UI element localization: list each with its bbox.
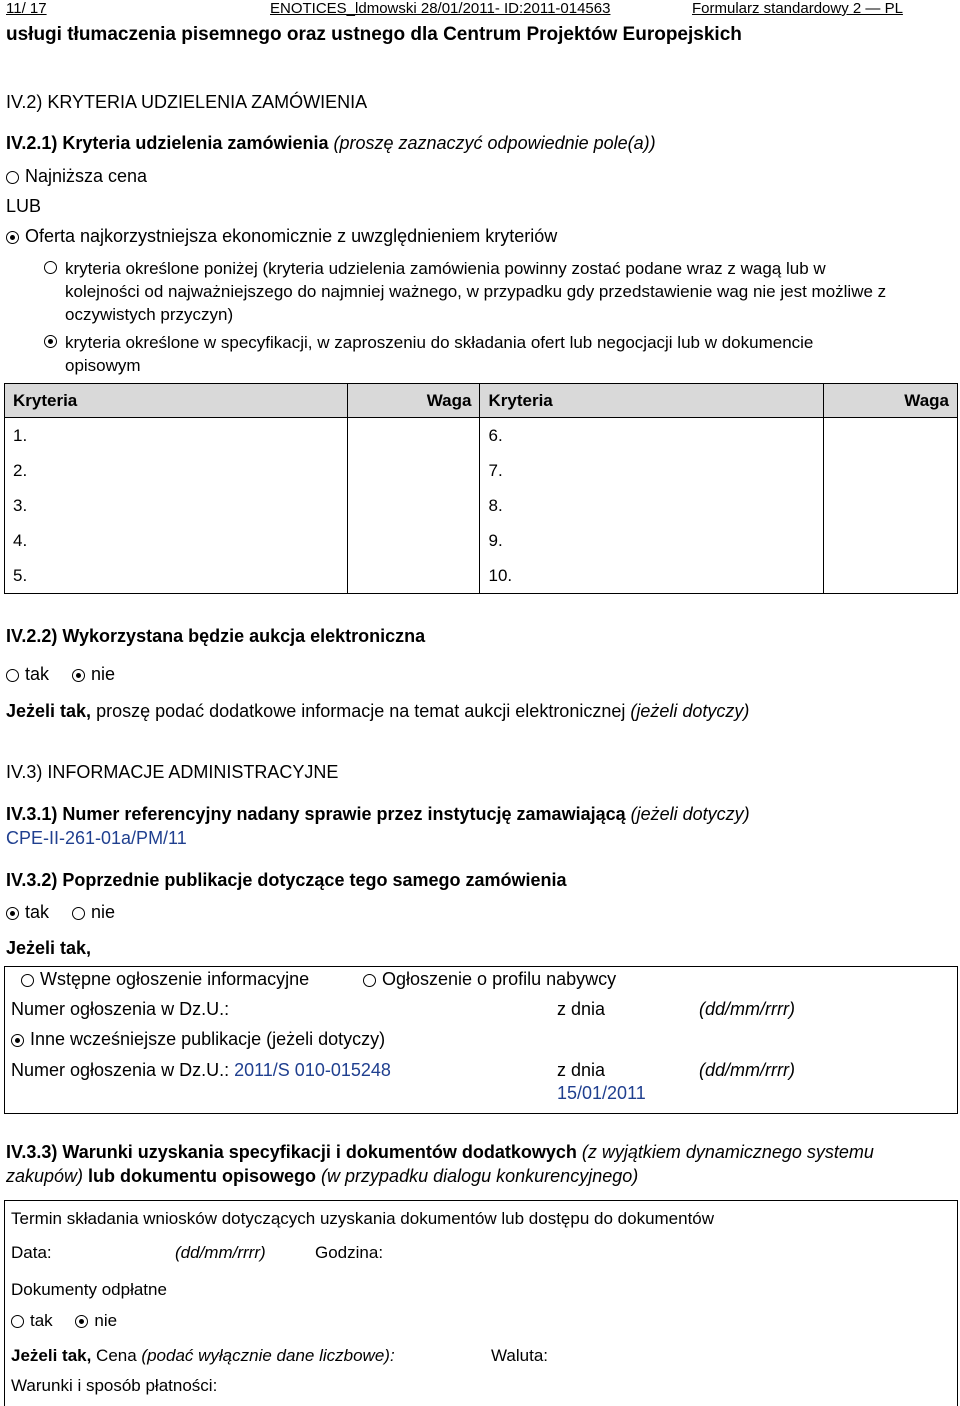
header-criteria: Kryteria bbox=[5, 384, 348, 418]
section-iv2-heading: IV.2) KRYTERIA UDZIELENIA ZAMÓWIENIA bbox=[6, 92, 368, 112]
date-label: z dnia bbox=[557, 999, 606, 1019]
option-other-publications[interactable]: Inne wcześniejsze publikacje (jeżeli dotyczy) bbox=[11, 1029, 385, 1050]
table-row: 2. 7. bbox=[5, 453, 958, 488]
radio-checked-icon[interactable] bbox=[75, 1315, 88, 1328]
publications-box bbox=[4, 966, 958, 1114]
criteria-below-text: kryteria określone poniżej (kryteria udzielenia zamówienia powinny zostać podane wraz z wagą lub w kolejności od najważniejszego do najmniej ważnego, w przypadku gdy przedstawienie wag nie jest możliwe z oczywistych przyczyn) bbox=[65, 259, 887, 324]
radio-icon[interactable] bbox=[72, 907, 85, 920]
auction-info: Jeżeli tak, proszę podać dodatkowe informacje na temat aukcji elektronicznej (jeżeli dotyczy) bbox=[6, 701, 750, 721]
radio-icon[interactable] bbox=[11, 1315, 24, 1328]
radio-icon[interactable] bbox=[363, 974, 376, 987]
radio-criteria-spec[interactable] bbox=[44, 331, 63, 351]
option-best-offer[interactable]: Oferta najkorzystniejsza ekonomicznie z uwzględnieniem kryteriów bbox=[6, 226, 557, 247]
table-row: 1. 6. bbox=[5, 418, 958, 454]
header-weight: Waga bbox=[347, 384, 480, 418]
criteria-table bbox=[4, 383, 958, 594]
option-lowest-price[interactable]: Najniższa cena bbox=[6, 166, 147, 187]
radio-criteria-below[interactable] bbox=[44, 257, 63, 277]
data-format: (dd/mm/rrrr) bbox=[175, 1243, 266, 1262]
table-row: 5. 10. bbox=[5, 558, 958, 594]
notice-id: ENOTICES_ldmowski 28/01/2011- ID:2011-014563 bbox=[270, 0, 611, 17]
section-iv3-heading: IV.3) INFORMACJE ADMINISTRACYJNE bbox=[6, 762, 339, 782]
currency-label: Waluta: bbox=[491, 1346, 549, 1365]
time-label: Godzina: bbox=[315, 1243, 384, 1262]
auction-choice bbox=[6, 664, 115, 685]
paid-yes-label: tak bbox=[30, 1311, 53, 1330]
price-label: Jeżeli tak, Cena (podać wyłącznie dane liczbowe): bbox=[11, 1346, 395, 1365]
notice-number-label: Numer ogłoszenia w Dz.U.: bbox=[11, 999, 230, 1019]
pub-yes-label: tak bbox=[25, 902, 50, 922]
notice-number-row: Numer ogłoszenia w Dz.U.: 2011/S 010-015248 bbox=[11, 1060, 391, 1080]
section-iv32-title: IV.3.2) Poprzednie publikacje dotyczące tego samego zamówienia bbox=[6, 870, 567, 890]
deadline-label: Termin składania wniosków dotyczących uzyskania dokumentów lub dostępu do dokumentów bbox=[11, 1209, 715, 1228]
option-buyer-profile[interactable]: Ogłoszenie o profilu nabywcy bbox=[363, 969, 616, 990]
date-label: z dnia bbox=[557, 1060, 606, 1080]
radio-icon[interactable] bbox=[44, 261, 57, 274]
section-iv33-title: IV.3.3) Warunki uzyskania specyfikacji i dokumentów dodatkowych (z wyjątkiem dynamicznego systemu zakupów) lub dokumentu opisowego (w przypadku dialogu konkurencyjnego) bbox=[6, 1142, 874, 1186]
date-format: (dd/mm/rrrr) bbox=[699, 999, 795, 1019]
section-iv31-title: IV.3.1) Numer referencyjny nadany sprawie przez instytucję zamawiającą (jeżeli dotyczy) bbox=[6, 804, 750, 824]
if-yes-label: Jeżeli tak, bbox=[6, 938, 92, 958]
notice-subject: usługi tłumaczenia pisemnego oraz ustnego dla Centrum Projektów Europejskich bbox=[6, 24, 742, 45]
auction-yes-label: tak bbox=[25, 664, 50, 684]
table-row: 3. 8. bbox=[5, 488, 958, 523]
radio-icon[interactable] bbox=[6, 669, 19, 682]
radio-icon[interactable] bbox=[6, 171, 19, 184]
auction-no-label: nie bbox=[91, 664, 116, 684]
payment-terms-label: Warunki i sposób płatności: bbox=[11, 1376, 218, 1395]
page-number: 11/ 17 bbox=[6, 0, 47, 17]
criteria-spec-text: kryteria określone w specyfikacji, w zaproszeniu do składania ofert lub negocjacji lub w dokumencie opisowym bbox=[65, 333, 814, 375]
paid-choice bbox=[11, 1311, 117, 1331]
radio-checked-icon[interactable] bbox=[6, 231, 19, 244]
pub-no-label: nie bbox=[91, 902, 116, 922]
radio-checked-icon[interactable] bbox=[72, 669, 85, 682]
paid-no-label: nie bbox=[94, 1311, 118, 1330]
lub-label: LUB bbox=[6, 196, 42, 216]
date-format: (dd/mm/rrrr) bbox=[699, 1060, 795, 1080]
section-iv21-title: IV.2.1) Kryteria udzielenia zamówienia (proszę zaznaczyć odpowiednie pole(a)) bbox=[6, 133, 656, 153]
radio-checked-icon[interactable] bbox=[44, 335, 57, 348]
radio-checked-icon[interactable] bbox=[11, 1034, 24, 1047]
reference-number: CPE-II-261-01a/PM/11 bbox=[6, 828, 187, 848]
previous-publications-choice bbox=[6, 902, 115, 923]
form-name: Formularz standardowy 2 — PL bbox=[692, 0, 903, 17]
header-criteria: Kryteria bbox=[480, 384, 824, 418]
option-prior-info[interactable]: Wstępne ogłoszenie informacyjne bbox=[21, 969, 309, 990]
date-value: 15/01/2011 bbox=[557, 1083, 646, 1103]
section-iv22-title: IV.2.2) Wykorzystana będzie aukcja elektroniczna bbox=[6, 626, 426, 646]
radio-icon[interactable] bbox=[21, 974, 34, 987]
header-weight: Waga bbox=[824, 384, 958, 418]
documents-box bbox=[4, 1200, 958, 1406]
notice-number-value: 2011/S 010-015248 bbox=[234, 1060, 391, 1080]
data-label: Data: bbox=[11, 1243, 52, 1262]
table-row: 4. 9. bbox=[5, 523, 958, 558]
paid-documents-label: Dokumenty odpłatne bbox=[11, 1280, 167, 1299]
radio-checked-icon[interactable] bbox=[6, 907, 19, 920]
